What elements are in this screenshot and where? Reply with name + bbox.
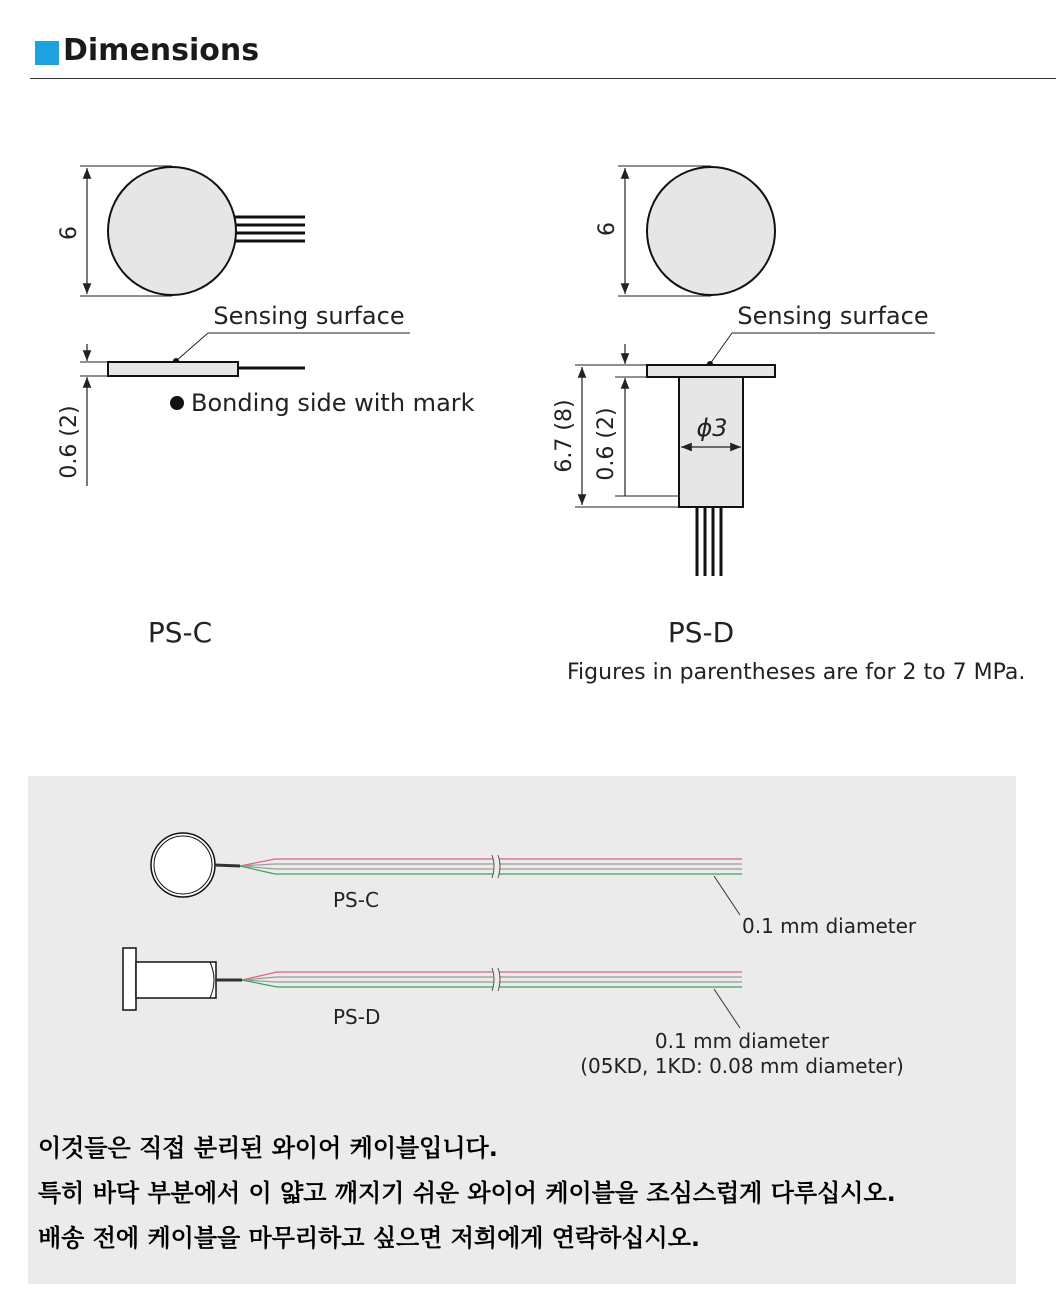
ps-c-thickness-dim: 0.6 (2) [57, 405, 82, 479]
ps-d-diameter-dim: ϕ3 [696, 414, 728, 442]
ps-c-bonding-label: Bonding side with mark [191, 389, 475, 417]
ps-d-sensing-label: Sensing surface [737, 302, 929, 330]
footnote: Figures in parentheses are for 2 to 7 MPa. [567, 660, 1026, 685]
note-line: 이것들은 직접 분리된 와이어 케이블입니다. [38, 1134, 498, 1162]
note-line: 특히 바닥 부분에서 이 얇고 깨지기 쉬운 와이어 케이블을 조심스럽게 다루십시오. [38, 1179, 896, 1207]
ps-d-height-dim: 6 [595, 222, 620, 236]
ps-d-wire-model-label: PS-D [333, 1005, 381, 1029]
ps-c-wired-sensor [151, 833, 742, 915]
ps-d-overall-dim: 6.7 (8) [552, 399, 577, 473]
ps-d-wire-diameter: 0.1 mm diameter [654, 1029, 830, 1053]
section-title: Dimensions [63, 33, 260, 68]
ps-d-model-label: PS-D [667, 616, 735, 649]
note-line: 배송 전에 케이블을 마무리하고 싶으면 저희에게 연락하십시오. [38, 1224, 701, 1252]
ps-d-wired-sensor [123, 948, 742, 1028]
ps-d-wire-diameter-note: (05KD, 1KD: 0.08 mm diameter) [580, 1054, 904, 1078]
handling-notes [38, 1126, 1038, 1261]
ps-c-sensing-label: Sensing surface [213, 302, 405, 330]
ps-c-wire-model-label: PS-C [333, 888, 379, 912]
ps-d-thickness-dim: 0.6 (2) [594, 407, 619, 481]
ps-c-model-label: PS-C [147, 616, 213, 649]
ps-c-wire-diameter: 0.1 mm diameter [742, 914, 917, 938]
ps-c-height-dim: 6 [57, 226, 82, 240]
